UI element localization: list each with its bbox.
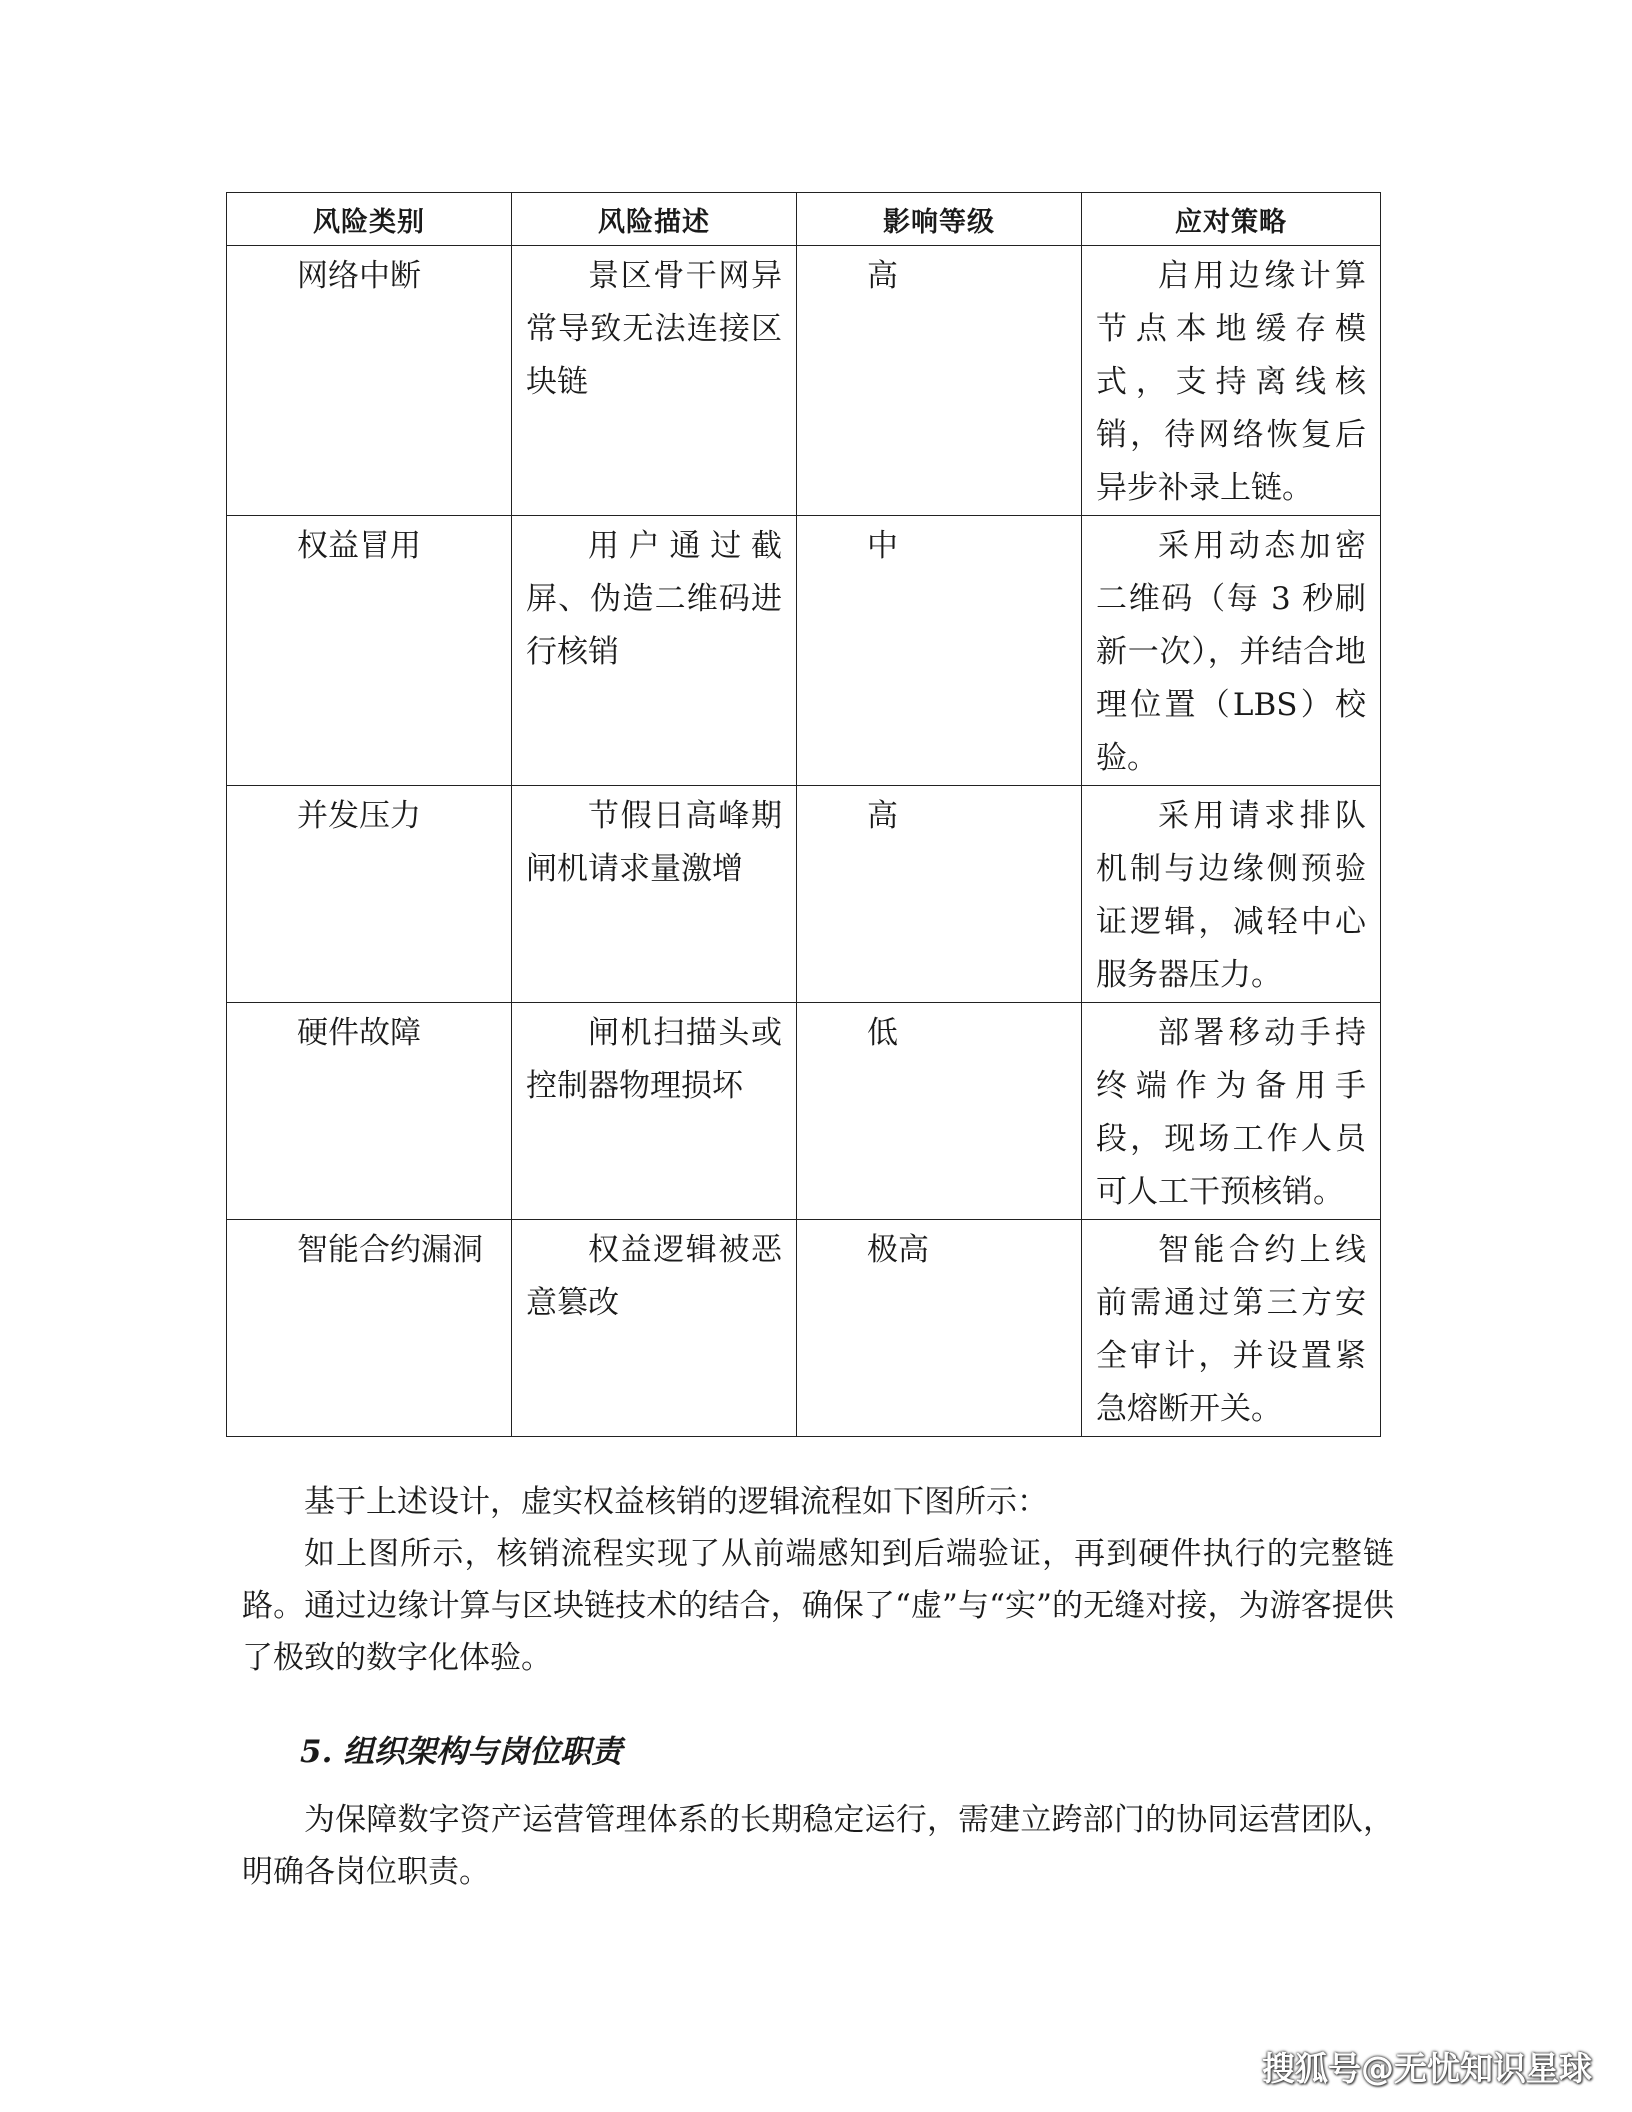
header-strategy: 应对策略: [1082, 193, 1381, 246]
header-risk-category: 风险类别: [227, 193, 512, 246]
cell-description: 景区骨干网异常导致无法连接区块链: [512, 246, 797, 516]
header-risk-description: 风险描述: [512, 193, 797, 246]
header-impact-level: 影响等级: [797, 193, 1082, 246]
cell-strategy: 启用边缘计算节点本地缓存模式，支持离线核销，待网络恢复后异步补录上链。: [1082, 246, 1381, 516]
risk-table: [226, 192, 1381, 1437]
cell-category: 智能合约漏洞: [227, 1220, 512, 1437]
table-row: [227, 516, 1381, 786]
cell-level: 中: [797, 516, 1082, 786]
cell-category: 并发压力: [227, 786, 512, 1003]
flow-intro-paragraph: 基于上述设计，虚实权益核销的逻辑流程如下图所示：: [304, 1484, 1048, 1520]
table-row: [227, 786, 1381, 1003]
cell-category: 硬件故障: [227, 1003, 512, 1220]
cell-category: 权益冒用: [227, 516, 512, 786]
section-heading: 5. 组织架构与岗位职责: [300, 1734, 623, 1770]
cell-level: 高: [797, 786, 1082, 1003]
cell-strategy: 采用动态加密二维码（每 3 秒刷新一次），并结合地理位置（LBS）校验。: [1082, 516, 1381, 786]
cell-level: 高: [797, 246, 1082, 516]
flow-summary-paragraph: 如上图所示，核销流程实现了从前端感知到后端验证，再到硬件执行的完整链路。通过边缘计算与区块链技术的结合，确保了“虚”与“实”的无缝对接，为游客提供了极致的数字化体验。: [242, 1536, 1394, 1676]
watermark-text: 搜狐号@无忧知识星球: [1262, 2049, 1592, 2088]
cell-strategy: 部署移动手持终端作为备用手段，现场工作人员可人工干预核销。: [1082, 1003, 1381, 1220]
cell-description: 权益逻辑被恶意篡改: [512, 1220, 797, 1437]
table-row: [227, 1220, 1381, 1437]
cell-level: 极高: [797, 1220, 1082, 1437]
cell-description: 节假日高峰期闸机请求量激增: [512, 786, 797, 1003]
cell-category: 网络中断: [227, 246, 512, 516]
table-header-row: [227, 193, 1381, 246]
cell-description: 闸机扫描头或控制器物理损坏: [512, 1003, 797, 1220]
table-row: [227, 1003, 1381, 1220]
cell-strategy: 采用请求排队机制与边缘侧预验证逻辑，减轻中心服务器压力。: [1082, 786, 1381, 1003]
organization-paragraph: 为保障数字资产运营管理体系的长期稳定运行，需建立跨部门的协同运营团队，明确各岗位职责。: [242, 1802, 1394, 1890]
table-row: [227, 246, 1381, 516]
cell-strategy: 智能合约上线前需通过第三方安全审计，并设置紧急熔断开关。: [1082, 1220, 1381, 1437]
cell-description: 用户通过截屏、伪造二维码进行核销: [512, 516, 797, 786]
cell-level: 低: [797, 1003, 1082, 1220]
